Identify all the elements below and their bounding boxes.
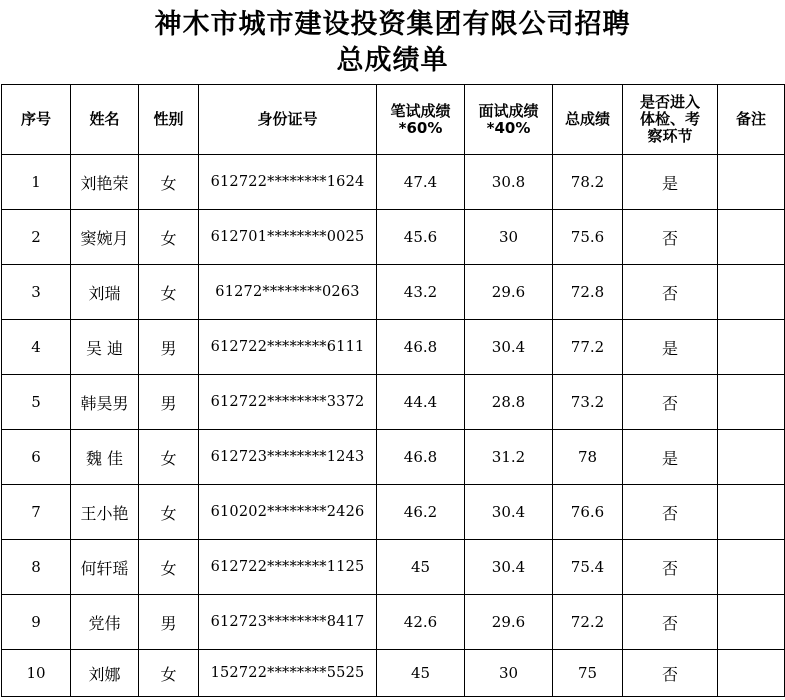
cell-total-score: 78 bbox=[553, 430, 623, 485]
table-row bbox=[2, 375, 785, 430]
header-name: 姓名 bbox=[71, 85, 139, 155]
cell-interview-score: 30.4 bbox=[465, 320, 553, 375]
header-gender: 性别 bbox=[139, 85, 199, 155]
cell-remark bbox=[718, 650, 785, 697]
cell-name: 窦婉月 bbox=[71, 210, 139, 265]
cell-written-score: 42.6 bbox=[377, 595, 465, 650]
cell-total-score: 78.2 bbox=[553, 155, 623, 210]
cell-pass: 否 bbox=[623, 595, 718, 650]
document-title bbox=[0, 0, 785, 84]
header-interview-line1: 面试成绩 bbox=[478, 101, 539, 120]
header-id-number: 身份证号 bbox=[199, 85, 377, 155]
table-row bbox=[2, 210, 785, 265]
header-pass bbox=[623, 85, 718, 155]
score-table bbox=[1, 84, 785, 697]
cell-remark bbox=[718, 430, 785, 485]
cell-interview-score: 30.4 bbox=[465, 540, 553, 595]
cell-id-number: 612723********8417 bbox=[199, 595, 377, 650]
cell-seq: 4 bbox=[2, 320, 71, 375]
cell-id-number: 152722********5525 bbox=[199, 650, 377, 697]
header-written-line1: 笔试成绩 bbox=[390, 101, 451, 120]
cell-seq: 10 bbox=[2, 650, 71, 697]
cell-gender: 女 bbox=[139, 265, 199, 320]
table-row bbox=[2, 540, 785, 595]
table-row bbox=[2, 650, 785, 697]
header-written-line2: *60% bbox=[398, 118, 443, 137]
cell-interview-score: 31.2 bbox=[465, 430, 553, 485]
cell-id-number: 612701********0025 bbox=[199, 210, 377, 265]
cell-pass: 否 bbox=[623, 375, 718, 430]
cell-gender: 女 bbox=[139, 485, 199, 540]
table-row bbox=[2, 485, 785, 540]
cell-seq: 1 bbox=[2, 155, 71, 210]
cell-total-score: 72.8 bbox=[553, 265, 623, 320]
cell-written-score: 47.4 bbox=[377, 155, 465, 210]
cell-pass: 是 bbox=[623, 430, 718, 485]
cell-pass: 是 bbox=[623, 155, 718, 210]
cell-written-score: 46.2 bbox=[377, 485, 465, 540]
cell-seq: 5 bbox=[2, 375, 71, 430]
cell-seq: 2 bbox=[2, 210, 71, 265]
cell-total-score: 75.6 bbox=[553, 210, 623, 265]
header-interview-line2: *40% bbox=[486, 118, 531, 137]
title-line-1: 神木市城市建设投资集团有限公司招聘 bbox=[154, 9, 631, 40]
cell-gender: 女 bbox=[139, 210, 199, 265]
table-row bbox=[2, 430, 785, 485]
cell-seq: 3 bbox=[2, 265, 71, 320]
cell-pass: 否 bbox=[623, 485, 718, 540]
cell-gender: 男 bbox=[139, 320, 199, 375]
cell-total-score: 77.2 bbox=[553, 320, 623, 375]
header-remark: 备注 bbox=[718, 85, 785, 155]
cell-id-number: 612722********3372 bbox=[199, 375, 377, 430]
cell-name: 吴 迪 bbox=[71, 320, 139, 375]
title-line-2: 总成绩单 bbox=[336, 45, 449, 76]
table-header-row bbox=[2, 85, 785, 155]
cell-pass: 否 bbox=[623, 650, 718, 697]
cell-written-score: 46.8 bbox=[377, 430, 465, 485]
table-row bbox=[2, 265, 785, 320]
cell-seq: 9 bbox=[2, 595, 71, 650]
cell-gender: 女 bbox=[139, 540, 199, 595]
cell-written-score: 43.2 bbox=[377, 265, 465, 320]
cell-pass: 否 bbox=[623, 540, 718, 595]
header-pass-line3: 察环节 bbox=[647, 127, 693, 145]
header-written-score bbox=[377, 85, 465, 155]
cell-remark bbox=[718, 320, 785, 375]
cell-id-number: 612722********1125 bbox=[199, 540, 377, 595]
cell-interview-score: 30 bbox=[465, 210, 553, 265]
cell-name: 韩昊男 bbox=[71, 375, 139, 430]
cell-id-number: 61272********0263 bbox=[199, 265, 377, 320]
cell-id-number: 610202********2426 bbox=[199, 485, 377, 540]
cell-pass: 否 bbox=[623, 210, 718, 265]
table-row bbox=[2, 320, 785, 375]
cell-name: 王小艳 bbox=[71, 485, 139, 540]
cell-interview-score: 30 bbox=[465, 650, 553, 697]
cell-gender: 男 bbox=[139, 595, 199, 650]
cell-name: 何轩瑶 bbox=[71, 540, 139, 595]
cell-written-score: 46.8 bbox=[377, 320, 465, 375]
cell-interview-score: 30.8 bbox=[465, 155, 553, 210]
cell-gender: 女 bbox=[139, 155, 199, 210]
cell-remark bbox=[718, 485, 785, 540]
cell-name: 党伟 bbox=[71, 595, 139, 650]
cell-name: 刘娜 bbox=[71, 650, 139, 697]
cell-total-score: 75.4 bbox=[553, 540, 623, 595]
header-pass-line2: 体检、考 bbox=[639, 110, 700, 128]
cell-total-score: 76.6 bbox=[553, 485, 623, 540]
cell-interview-score: 29.6 bbox=[465, 595, 553, 650]
cell-id-number: 612722********6111 bbox=[199, 320, 377, 375]
table-row bbox=[2, 595, 785, 650]
cell-total-score: 72.2 bbox=[553, 595, 623, 650]
header-interview-score bbox=[465, 85, 553, 155]
cell-seq: 8 bbox=[2, 540, 71, 595]
cell-remark bbox=[718, 210, 785, 265]
cell-interview-score: 28.8 bbox=[465, 375, 553, 430]
cell-gender: 女 bbox=[139, 650, 199, 697]
cell-remark bbox=[718, 540, 785, 595]
table-body bbox=[2, 155, 785, 697]
table-row bbox=[2, 155, 785, 210]
cell-remark bbox=[718, 595, 785, 650]
header-total-score: 总成绩 bbox=[553, 85, 623, 155]
cell-written-score: 45 bbox=[377, 540, 465, 595]
cell-name: 刘瑞 bbox=[71, 265, 139, 320]
cell-gender: 男 bbox=[139, 375, 199, 430]
cell-written-score: 45.6 bbox=[377, 210, 465, 265]
cell-interview-score: 30.4 bbox=[465, 485, 553, 540]
cell-total-score: 73.2 bbox=[553, 375, 623, 430]
cell-gender: 女 bbox=[139, 430, 199, 485]
cell-id-number: 612722********1624 bbox=[199, 155, 377, 210]
cell-seq: 7 bbox=[2, 485, 71, 540]
cell-total-score: 75 bbox=[553, 650, 623, 697]
cell-seq: 6 bbox=[2, 430, 71, 485]
cell-remark bbox=[718, 375, 785, 430]
cell-pass: 否 bbox=[623, 265, 718, 320]
cell-name: 刘艳荣 bbox=[71, 155, 139, 210]
cell-remark bbox=[718, 265, 785, 320]
cell-written-score: 44.4 bbox=[377, 375, 465, 430]
cell-id-number: 612723********1243 bbox=[199, 430, 377, 485]
cell-pass: 是 bbox=[623, 320, 718, 375]
cell-name: 魏 佳 bbox=[71, 430, 139, 485]
cell-written-score: 45 bbox=[377, 650, 465, 697]
cell-interview-score: 29.6 bbox=[465, 265, 553, 320]
cell-remark bbox=[718, 155, 785, 210]
header-pass-line1: 是否进入 bbox=[639, 93, 700, 111]
header-seq: 序号 bbox=[2, 85, 71, 155]
